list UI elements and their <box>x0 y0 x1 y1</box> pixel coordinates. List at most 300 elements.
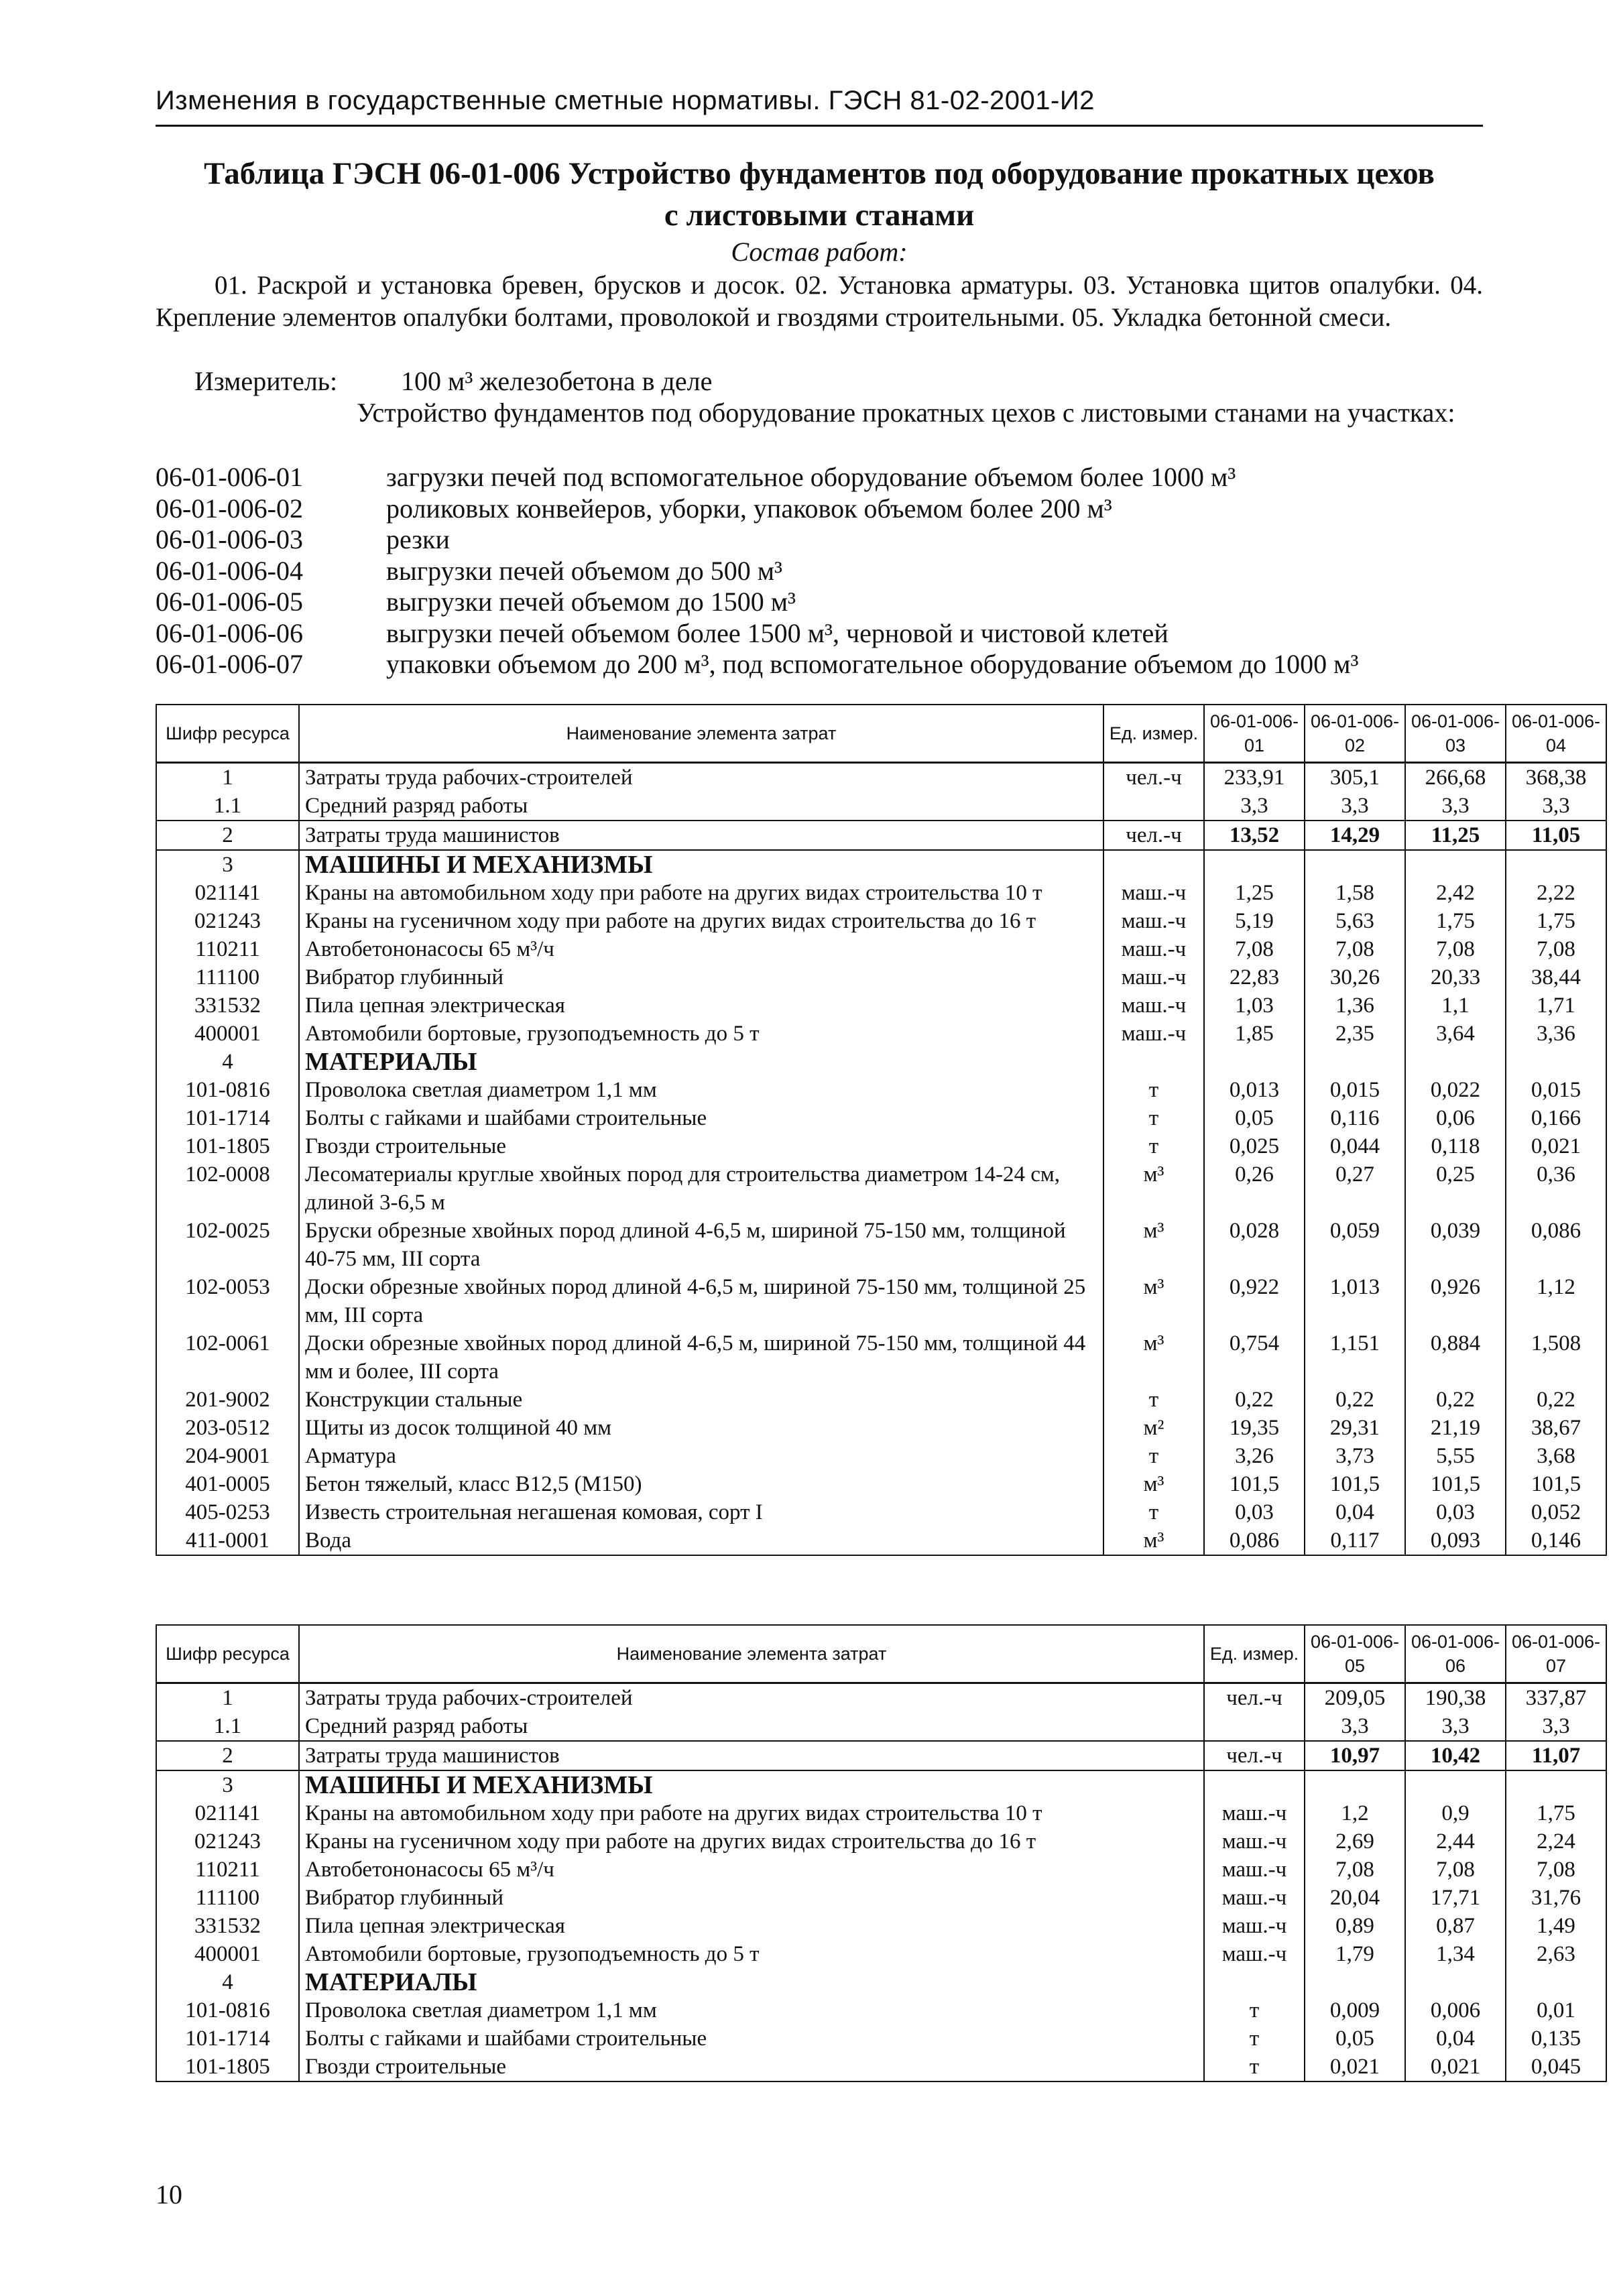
table-row <box>156 1104 1606 1132</box>
norm-value <box>1506 850 1606 879</box>
norm-value: 0,013 <box>1204 1076 1305 1104</box>
resource-code: 111100 <box>156 963 299 991</box>
norm-value <box>1506 1770 1606 1799</box>
norm-code-description: загрузки печей под вспомогательное оборудование объемом более 1000 м³ <box>386 462 1236 492</box>
norm-value: 1,85 <box>1204 1020 1305 1048</box>
unit-of-measure: т <box>1103 1386 1204 1414</box>
norm-value: 101,5 <box>1506 1470 1606 1498</box>
norm-value: 0,009 <box>1305 1996 1405 2025</box>
norm-value: 22,83 <box>1204 963 1305 991</box>
norm-value: 1,34 <box>1405 1940 1506 1968</box>
cost-element-name: МАТЕРИАЛЫ <box>299 1048 1103 1076</box>
unit-of-measure: маш.-ч <box>1204 1799 1305 1827</box>
norm-value: 0,22 <box>1506 1386 1606 1414</box>
norm-value: 0,015 <box>1305 1076 1405 1104</box>
table-row <box>156 1996 1606 2025</box>
unit-of-measure: чел.-ч <box>1204 1741 1305 1770</box>
norm-value: 368,38 <box>1506 763 1606 792</box>
table-row <box>156 1884 1606 1912</box>
table-row <box>156 1273 1606 1329</box>
norm-value: 0,22 <box>1405 1386 1506 1414</box>
norm-value: 1,58 <box>1305 879 1405 907</box>
unit-of-measure <box>1204 1770 1305 1799</box>
resource-code: 400001 <box>156 1020 299 1048</box>
norm-value: 2,69 <box>1305 1827 1405 1856</box>
resource-code: 1.1 <box>156 792 299 821</box>
norm-value: 0,015 <box>1506 1076 1606 1104</box>
norm-value: 0,146 <box>1506 1526 1606 1555</box>
unit-of-measure: маш.-ч <box>1103 963 1204 991</box>
resource-code: 102-0025 <box>156 1217 299 1273</box>
norm-value: 5,19 <box>1204 907 1305 935</box>
norm-value: 0,086 <box>1506 1217 1606 1273</box>
norm-value: 0,025 <box>1204 1132 1305 1160</box>
norm-code-description: выгрузки печей объемом более 1500 м³, черновой и чистовой клетей <box>386 617 1169 648</box>
table-row <box>156 1386 1606 1414</box>
norm-value <box>1305 1968 1405 1996</box>
table-row <box>156 1442 1606 1470</box>
norm-value: 101,5 <box>1405 1470 1506 1498</box>
norm-value: 1,25 <box>1204 879 1305 907</box>
norm-value: 7,08 <box>1305 935 1405 963</box>
measure-value: 100 м³ железобетона в деле <box>401 366 713 396</box>
norm-value: 0,27 <box>1305 1160 1405 1217</box>
unit-of-measure <box>1204 1712 1305 1741</box>
norm-value: 11,25 <box>1405 821 1506 850</box>
table-row <box>156 1741 1606 1770</box>
unit-of-measure: чел.-ч <box>1103 763 1204 792</box>
resource-code: 021141 <box>156 879 299 907</box>
cost-element-name: Затраты труда рабочих-строителей <box>299 1683 1204 1713</box>
norm-value: 0,922 <box>1204 1273 1305 1329</box>
norm-code: 06-01-006-05 <box>156 587 303 617</box>
cost-element-name: Затраты труда машинистов <box>299 821 1103 850</box>
norm-value: 13,52 <box>1204 821 1305 850</box>
norm-value: 0,117 <box>1305 1526 1405 1555</box>
norm-value: 11,05 <box>1506 821 1606 850</box>
norm-value: 3,3 <box>1405 792 1506 821</box>
table-row <box>156 1160 1606 1217</box>
norm-value: 0,754 <box>1204 1329 1305 1386</box>
column-header: 06-01-006-03 <box>1405 705 1506 763</box>
resource-code: 101-1805 <box>156 2053 299 2081</box>
cost-element-name: Доски обрезные хвойных пород длиной 4-6,5 м, шириной 75-150 мм, толщиной 25 мм, III сорта <box>299 1273 1103 1329</box>
unit-of-measure: м³ <box>1103 1273 1204 1329</box>
norm-code-description: выгрузки печей объемом до 500 м³ <box>386 555 783 586</box>
norm-value: 305,1 <box>1305 763 1405 792</box>
unit-of-measure: т <box>1103 1442 1204 1470</box>
cost-element-name: Пила цепная электрическая <box>299 1912 1204 1940</box>
norm-value: 101,5 <box>1305 1470 1405 1498</box>
resource-code: 2 <box>156 821 299 850</box>
norm-value: 2,42 <box>1405 879 1506 907</box>
norm-value: 0,116 <box>1305 1104 1405 1132</box>
cost-element-name: Вода <box>299 1526 1103 1555</box>
norm-value: 0,05 <box>1204 1104 1305 1132</box>
table-row <box>156 821 1606 850</box>
norm-code: 06-01-006-06 <box>156 617 303 648</box>
norm-value: 0,22 <box>1204 1386 1305 1414</box>
cost-element-name: Доски обрезные хвойных пород длиной 4-6,5 м, шириной 75-150 мм, толщиной 44 мм и более, III сорта <box>299 1329 1103 1386</box>
resource-code: 1 <box>156 763 299 792</box>
norm-value: 3,3 <box>1305 792 1405 821</box>
cost-element-name: Бруски обрезные хвойных пород длиной 4-6,5 м, шириной 75-150 мм, толщиной 40-75 мм, III сорта <box>299 1217 1103 1273</box>
norm-value: 20,33 <box>1405 963 1506 991</box>
norm-value: 1,49 <box>1506 1912 1606 1940</box>
resource-table-1 <box>156 704 1607 1556</box>
unit-of-measure: маш.-ч <box>1204 1912 1305 1940</box>
column-header: Наименование элемента затрат <box>299 705 1103 763</box>
norm-value: 0,06 <box>1405 1104 1506 1132</box>
norm-code-item <box>156 461 1483 493</box>
resource-code: 204-9001 <box>156 1442 299 1470</box>
page-number: 10 <box>156 2179 182 2210</box>
cost-element-name: Автобетононасосы 65 м³/ч <box>299 935 1103 963</box>
unit-of-measure: м³ <box>1103 1526 1204 1555</box>
norm-value: 3,64 <box>1405 1020 1506 1048</box>
norm-value: 1,508 <box>1506 1329 1606 1386</box>
cost-element-name: Арматура <box>299 1442 1103 1470</box>
column-header: Шифр ресурса <box>156 705 299 763</box>
cost-element-name: Автомобили бортовые, грузоподъемность до 5 т <box>299 1020 1103 1048</box>
norm-value: 17,71 <box>1405 1884 1506 1912</box>
table-row <box>156 1940 1606 1968</box>
table-row <box>156 1968 1606 1996</box>
table-title <box>156 153 1483 236</box>
table-row <box>156 991 1606 1020</box>
unit-of-measure: маш.-ч <box>1204 1827 1305 1856</box>
column-header: Наименование элемента затрат <box>299 1625 1204 1683</box>
column-header: 06-01-006-01 <box>1204 705 1305 763</box>
unit-of-measure: м³ <box>1103 1470 1204 1498</box>
norm-value: 0,03 <box>1204 1498 1305 1526</box>
norm-value: 209,05 <box>1305 1683 1405 1713</box>
cost-element-name: Средний разряд работы <box>299 1712 1204 1741</box>
resource-code: 101-0816 <box>156 1996 299 2025</box>
norm-value: 3,73 <box>1305 1442 1405 1470</box>
norm-code-item <box>156 555 1483 587</box>
norm-value: 0,01 <box>1506 1996 1606 2025</box>
resource-code: 4 <box>156 1048 299 1076</box>
table-row <box>156 1827 1606 1856</box>
norm-value: 3,3 <box>1506 1712 1606 1741</box>
cost-element-name: Затраты труда рабочих-строителей <box>299 763 1103 792</box>
cost-element-name: МАТЕРИАЛЫ <box>299 1968 1204 1996</box>
norm-value: 3,68 <box>1506 1442 1606 1470</box>
table-row <box>156 1132 1606 1160</box>
table-1-header-row <box>156 705 1606 763</box>
norm-value: 1,1 <box>1405 991 1506 1020</box>
norm-value: 20,04 <box>1305 1884 1405 1912</box>
table-row <box>156 1856 1606 1884</box>
norm-code-item <box>156 493 1483 524</box>
norm-value: 1,12 <box>1506 1273 1606 1329</box>
resource-code: 021243 <box>156 907 299 935</box>
norm-value: 0,25 <box>1405 1160 1506 1217</box>
norm-value: 0,059 <box>1305 1217 1405 1273</box>
resource-code: 401-0005 <box>156 1470 299 1498</box>
resource-code: 331532 <box>156 991 299 1020</box>
unit-of-measure: т <box>1103 1498 1204 1526</box>
norm-value: 7,08 <box>1204 935 1305 963</box>
norm-value: 2,63 <box>1506 1940 1606 1968</box>
table-row <box>156 1912 1606 1940</box>
norm-value: 0,021 <box>1405 2053 1506 2081</box>
unit-of-measure: маш.-ч <box>1103 935 1204 963</box>
measure-label: Измеритель: <box>194 366 338 396</box>
norm-value: 0,05 <box>1305 2025 1405 2053</box>
table-row <box>156 1799 1606 1827</box>
norm-value: 38,44 <box>1506 963 1606 991</box>
norm-value: 10,97 <box>1305 1741 1405 1770</box>
norm-value <box>1305 1048 1405 1076</box>
cost-element-name: Болты с гайками и шайбами строительные <box>299 2025 1204 2053</box>
column-header: 06-01-006-04 <box>1506 705 1606 763</box>
norm-value: 0,04 <box>1305 1498 1405 1526</box>
cost-element-name: Бетон тяжелый, класс В12,5 (М150) <box>299 1470 1103 1498</box>
unit-of-measure: т <box>1204 2053 1305 2081</box>
table-row <box>156 1683 1606 1713</box>
resource-code: 101-1805 <box>156 1132 299 1160</box>
table-2-header-row <box>156 1625 1606 1683</box>
resource-code: 2 <box>156 1741 299 1770</box>
resource-code: 203-0512 <box>156 1414 299 1442</box>
norm-value: 0,926 <box>1405 1273 1506 1329</box>
cost-element-name: Щиты из досок толщиной 40 мм <box>299 1414 1103 1442</box>
unit-of-measure: маш.-ч <box>1204 1940 1305 1968</box>
unit-of-measure <box>1103 792 1204 821</box>
norm-code-description: упаковки объемом до 200 м³, под вспомогательное оборудование объемом до 1000 м³ <box>386 649 1359 679</box>
cost-element-name: Краны на гусеничном ходу при работе на других видах строительства до 16 т <box>299 1827 1204 1856</box>
norm-value: 1,75 <box>1506 907 1606 935</box>
cost-element-name: Известь строительная негашеная комовая, сорт I <box>299 1498 1103 1526</box>
norm-value: 0,021 <box>1506 1132 1606 1160</box>
table-title-line-2: с листовыми станами <box>664 198 975 233</box>
norm-value: 0,086 <box>1204 1526 1305 1555</box>
norm-value: 1,013 <box>1305 1273 1405 1329</box>
cost-element-name: Автомобили бортовые, грузоподъемность до 5 т <box>299 1940 1204 1968</box>
resource-code: 101-1714 <box>156 2025 299 2053</box>
norm-value: 0,028 <box>1204 1217 1305 1273</box>
unit-of-measure: чел.-ч <box>1204 1683 1305 1713</box>
norm-value: 3,36 <box>1506 1020 1606 1048</box>
norm-value: 0,045 <box>1506 2053 1606 2081</box>
unit-of-measure: маш.-ч <box>1204 1884 1305 1912</box>
resource-code: 102-0061 <box>156 1329 299 1386</box>
norm-code-description: выгрузки печей объемом до 1500 м³ <box>386 587 796 617</box>
unit-of-measure: чел.-ч <box>1103 821 1204 850</box>
norm-value: 1,36 <box>1305 991 1405 1020</box>
table-row <box>156 1470 1606 1498</box>
norm-value: 0,022 <box>1405 1076 1506 1104</box>
resource-code: 110211 <box>156 1856 299 1884</box>
norm-value: 21,19 <box>1405 1414 1506 1442</box>
norm-code-description: резки <box>386 524 450 554</box>
unit-of-measure: т <box>1103 1104 1204 1132</box>
norm-value: 2,35 <box>1305 1020 1405 1048</box>
resource-code: 1 <box>156 1683 299 1713</box>
norm-value: 0,22 <box>1305 1386 1405 1414</box>
norm-value: 266,68 <box>1405 763 1506 792</box>
work-composition-heading: Состав работ: <box>731 237 908 267</box>
work-composition-text: 01. Раскрой и установка бревен, брусков и досок. 02. Установка арматуры. 03. Установка щитов опалубки. 04. Крепление элементов опалубки болтами, проволокой и гвоздями строительными. 05. Укладка бетонной смеси. <box>156 271 1483 332</box>
norm-value: 7,08 <box>1506 935 1606 963</box>
resource-code: 110211 <box>156 935 299 963</box>
cost-element-name: Средний разряд работы <box>299 792 1103 821</box>
norm-code: 06-01-006-07 <box>156 649 303 679</box>
norm-value: 2,22 <box>1506 879 1606 907</box>
norm-value: 3,3 <box>1204 792 1305 821</box>
norm-value: 1,151 <box>1305 1329 1405 1386</box>
unit-of-measure: маш.-ч <box>1103 1020 1204 1048</box>
norm-value: 19,35 <box>1204 1414 1305 1442</box>
intro-text: Устройство фундаментов под оборудование прокатных цехов с листовыми станами на участках: <box>357 398 1455 428</box>
cost-element-name: МАШИНЫ И МЕХАНИЗМЫ <box>299 850 1103 879</box>
norm-value: 7,08 <box>1405 935 1506 963</box>
unit-of-measure <box>1103 1048 1204 1076</box>
norm-value: 1,75 <box>1405 907 1506 935</box>
header-rule <box>156 125 1483 127</box>
column-header: 06-01-006-07 <box>1506 1625 1606 1683</box>
norm-value: 0,093 <box>1405 1526 1506 1555</box>
unit-of-measure: т <box>1204 2025 1305 2053</box>
resource-code: 1.1 <box>156 1712 299 1741</box>
column-header: 06-01-006-05 <box>1305 1625 1405 1683</box>
norm-value: 337,87 <box>1506 1683 1606 1713</box>
norm-value: 10,42 <box>1405 1741 1506 1770</box>
cost-element-name: МАШИНЫ И МЕХАНИЗМЫ <box>299 1770 1204 1799</box>
resource-code: 331532 <box>156 1912 299 1940</box>
cost-element-name: Вибратор глубинный <box>299 1884 1204 1912</box>
resource-code: 405-0253 <box>156 1498 299 1526</box>
running-header: Изменения в государственные сметные нормативы. ГЭСН 81-02-2001-И2 <box>156 86 1095 115</box>
resource-code: 411-0001 <box>156 1526 299 1555</box>
table-row <box>156 963 1606 991</box>
norm-value: 0,135 <box>1506 2025 1606 2053</box>
unit-of-measure <box>1204 1968 1305 1996</box>
norm-value: 1,75 <box>1506 1799 1606 1827</box>
resource-code: 021243 <box>156 1827 299 1856</box>
unit-of-measure: м² <box>1103 1414 1204 1442</box>
norm-code-item <box>156 524 1483 555</box>
norm-value: 3,3 <box>1405 1712 1506 1741</box>
norm-value: 0,26 <box>1204 1160 1305 1217</box>
norm-value: 0,03 <box>1405 1498 1506 1526</box>
resource-code: 111100 <box>156 1884 299 1912</box>
norm-code-item <box>156 586 1483 617</box>
norm-value: 190,38 <box>1405 1683 1506 1713</box>
table-row <box>156 935 1606 963</box>
norm-value: 3,3 <box>1305 1712 1405 1741</box>
norm-value: 0,118 <box>1405 1132 1506 1160</box>
norm-value: 3,3 <box>1506 792 1606 821</box>
cost-element-name: Проволока светлая диаметром 1,1 мм <box>299 1076 1103 1104</box>
norm-value: 2,44 <box>1405 1827 1506 1856</box>
table-row <box>156 1526 1606 1555</box>
norm-value <box>1405 1770 1506 1799</box>
norm-value: 7,08 <box>1506 1856 1606 1884</box>
cost-element-name: Лесоматериалы круглые хвойных пород для строительства диаметром 14-24 см, длиной 3-6,5 м <box>299 1160 1103 1217</box>
resource-code: 101-1714 <box>156 1104 299 1132</box>
norm-value: 0,36 <box>1506 1160 1606 1217</box>
resource-code: 101-0816 <box>156 1076 299 1104</box>
table-row <box>156 2053 1606 2081</box>
table-row <box>156 1076 1606 1104</box>
cost-element-name: Затраты труда машинистов <box>299 1741 1204 1770</box>
norm-value: 1,03 <box>1204 991 1305 1020</box>
cost-element-name: Конструкции стальные <box>299 1386 1103 1414</box>
unit-of-measure: маш.-ч <box>1103 907 1204 935</box>
resource-code: 102-0053 <box>156 1273 299 1329</box>
norm-value: 3,26 <box>1204 1442 1305 1470</box>
norm-value: 233,91 <box>1204 763 1305 792</box>
table-row <box>156 1048 1606 1076</box>
norm-value: 30,26 <box>1305 963 1405 991</box>
norm-value <box>1305 850 1405 879</box>
table-row <box>156 1770 1606 1799</box>
norm-value: 0,021 <box>1305 2053 1405 2081</box>
unit-of-measure: маш.-ч <box>1204 1856 1305 1884</box>
cost-element-name: Краны на гусеничном ходу при работе на других видах строительства до 16 т <box>299 907 1103 935</box>
norm-value <box>1405 1968 1506 1996</box>
cost-element-name: Краны на автомобильном ходу при работе на других видах строительства 10 т <box>299 879 1103 907</box>
table-row <box>156 2025 1606 2053</box>
unit-of-measure: м³ <box>1103 1160 1204 1217</box>
cost-element-name: Пила цепная электрическая <box>299 991 1103 1020</box>
norm-code: 06-01-006-04 <box>156 555 303 586</box>
norm-value: 38,67 <box>1506 1414 1606 1442</box>
cost-element-name: Гвозди строительные <box>299 1132 1103 1160</box>
table-row <box>156 907 1606 935</box>
unit-of-measure <box>1103 850 1204 879</box>
norm-value <box>1204 850 1305 879</box>
column-header: Шифр ресурса <box>156 1625 299 1683</box>
norm-code-item <box>156 617 1483 649</box>
norm-value: 0,006 <box>1405 1996 1506 2025</box>
table-row <box>156 850 1606 879</box>
table-row <box>156 1329 1606 1386</box>
table-title-line-1: Таблица ГЭСН 06-01-006 Устройство фундаментов под оборудование прокатных цехов <box>204 156 1435 191</box>
norm-value: 2,24 <box>1506 1827 1606 1856</box>
unit-of-measure: т <box>1103 1132 1204 1160</box>
norm-value: 0,039 <box>1405 1217 1506 1273</box>
norm-value: 0,89 <box>1305 1912 1405 1940</box>
unit-of-measure: м³ <box>1103 1329 1204 1386</box>
norm-value <box>1204 1048 1305 1076</box>
unit-of-measure: маш.-ч <box>1103 879 1204 907</box>
table-row <box>156 879 1606 907</box>
resource-table-2 <box>156 1624 1607 2082</box>
norm-value: 0,87 <box>1405 1912 1506 1940</box>
resource-code: 3 <box>156 850 299 879</box>
cost-element-name: Болты с гайками и шайбами строительные <box>299 1104 1103 1132</box>
norm-value: 101,5 <box>1204 1470 1305 1498</box>
cost-element-name: Проволока светлая диаметром 1,1 мм <box>299 1996 1204 2025</box>
table-row <box>156 1414 1606 1442</box>
resource-code: 201-9002 <box>156 1386 299 1414</box>
norm-value: 5,55 <box>1405 1442 1506 1470</box>
norm-code: 06-01-006-01 <box>156 462 303 492</box>
norm-code: 06-01-006-02 <box>156 493 303 524</box>
norm-value: 1,79 <box>1305 1940 1405 1968</box>
norm-value: 1,71 <box>1506 991 1606 1020</box>
norm-value: 0,9 <box>1405 1799 1506 1827</box>
norm-code: 06-01-006-03 <box>156 524 303 554</box>
norm-value: 29,31 <box>1305 1414 1405 1442</box>
norm-code-description: роликовых конвейеров, уборки, упаковок объемом более 200 м³ <box>386 493 1112 524</box>
norm-value <box>1506 1048 1606 1076</box>
unit-of-measure: м³ <box>1103 1217 1204 1273</box>
